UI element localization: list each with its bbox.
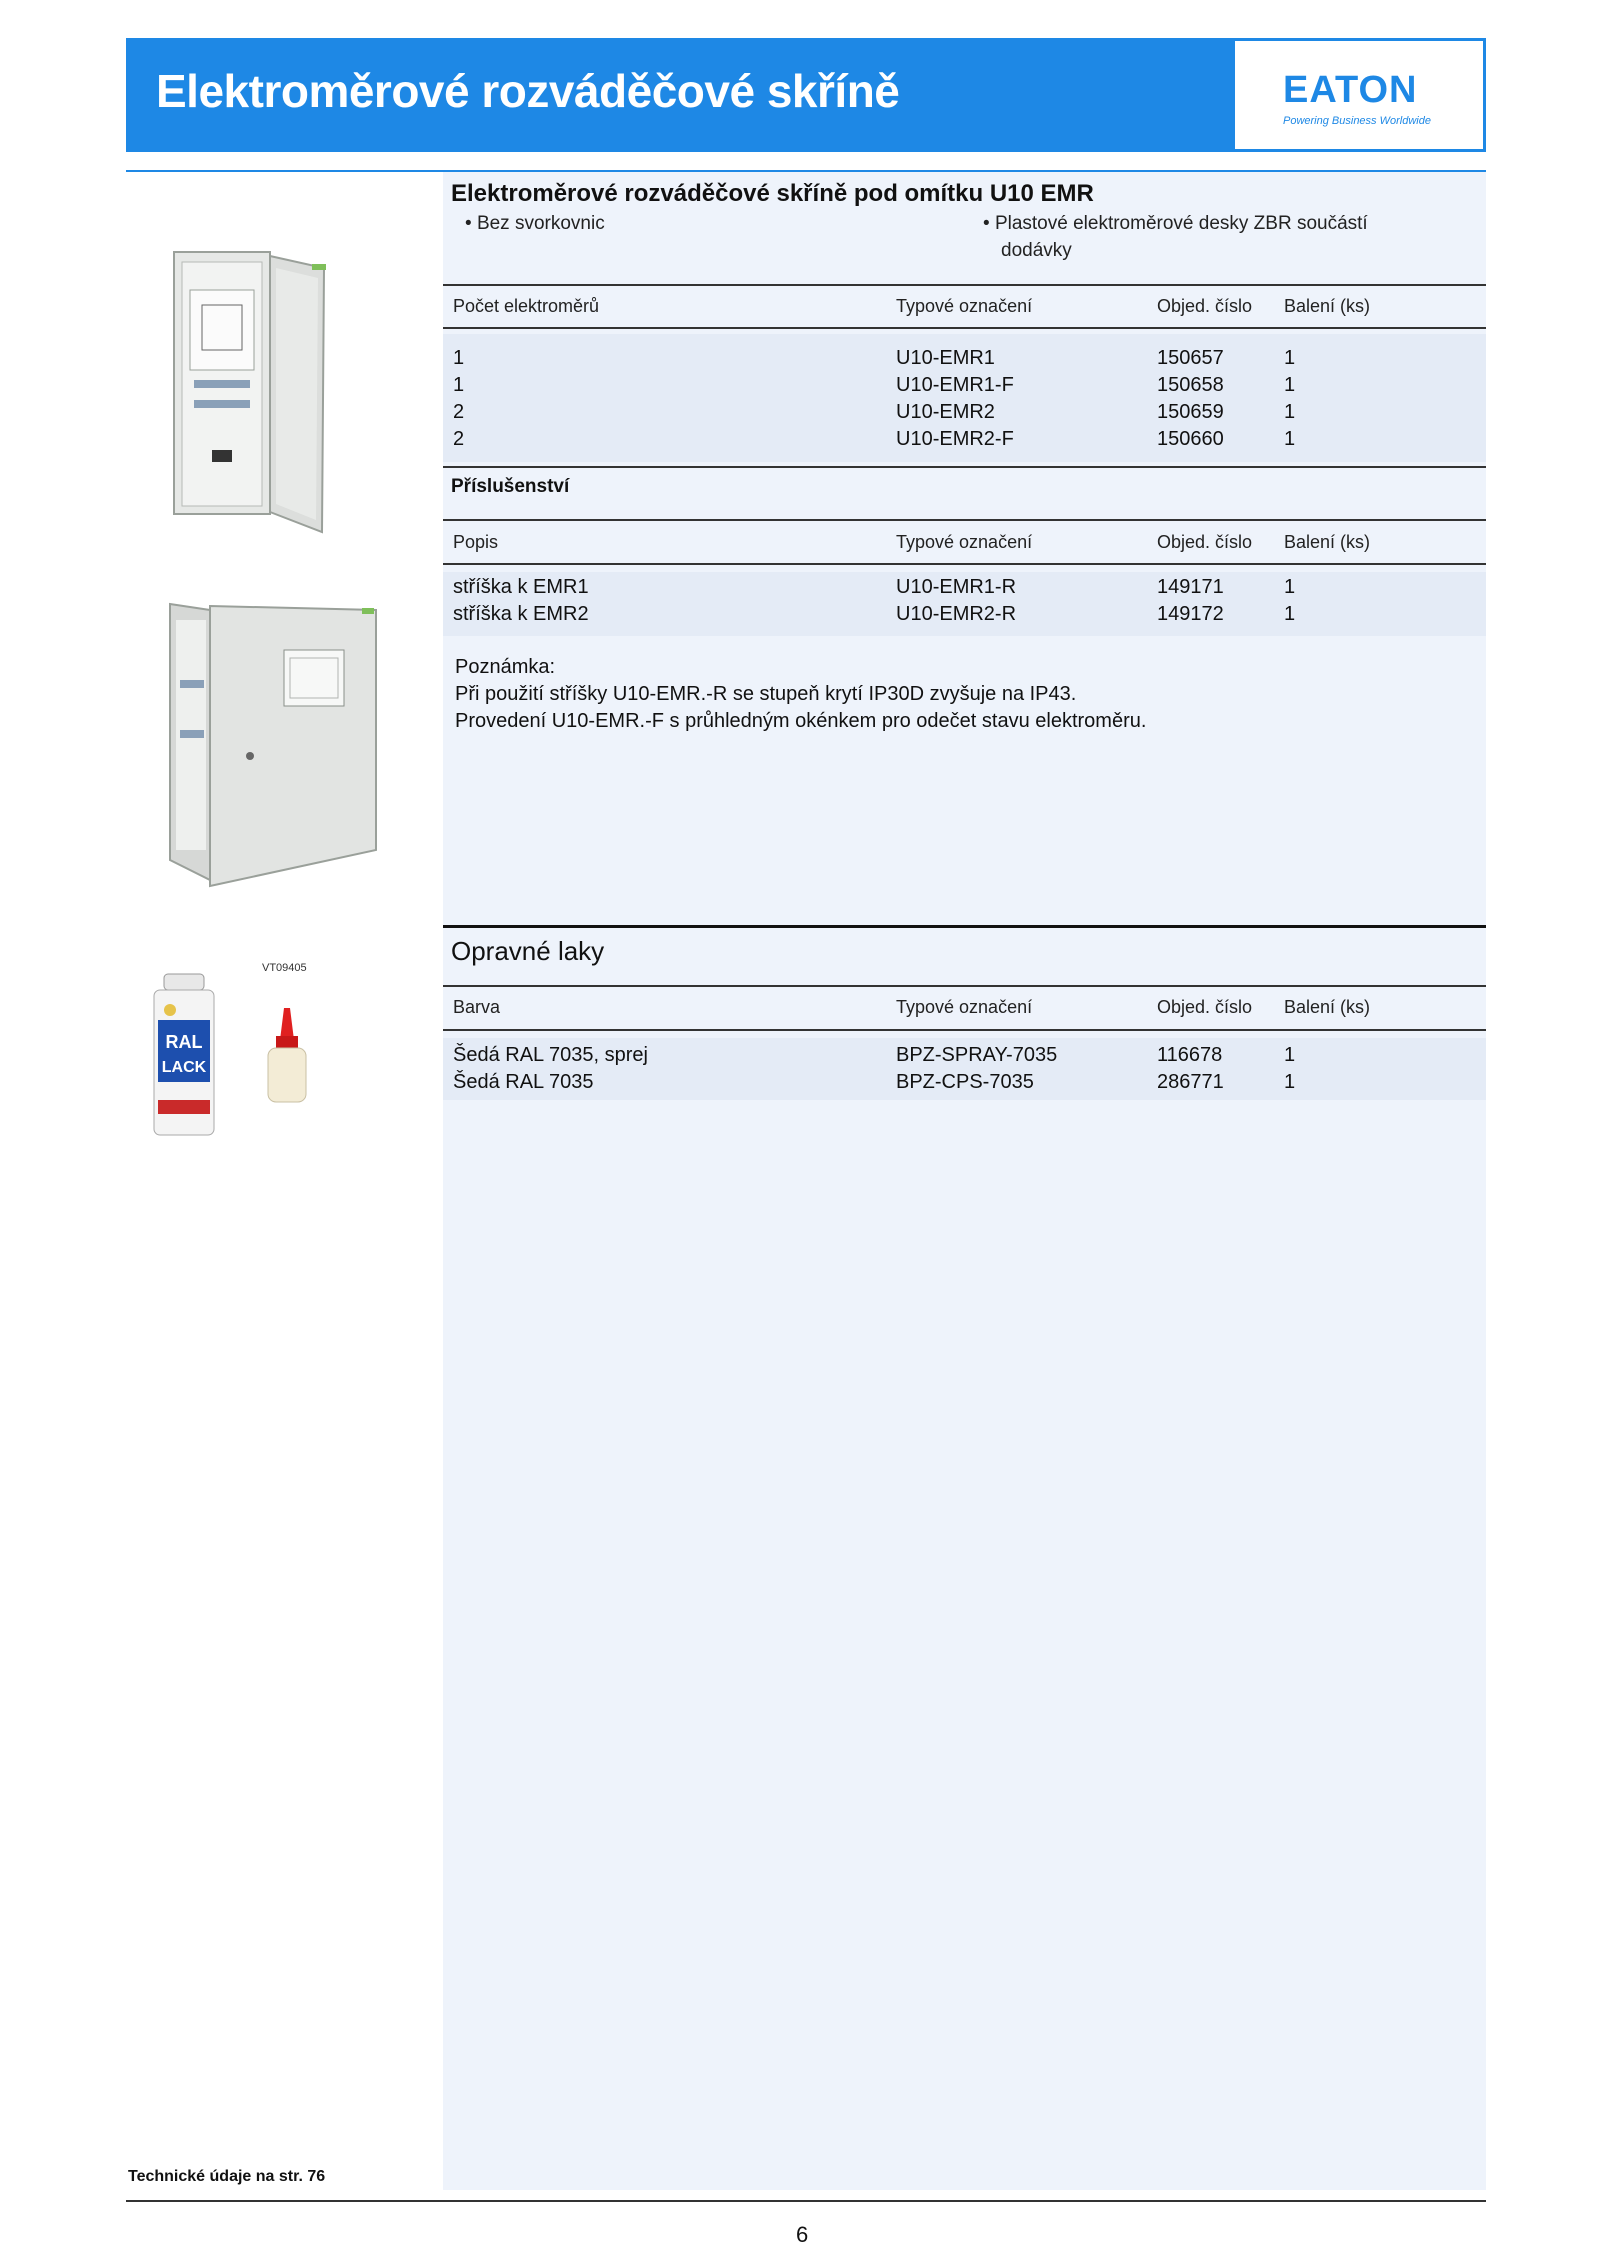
cell: 286771	[1157, 1071, 1224, 1093]
cabinet-door-closed-image	[166, 600, 381, 890]
cell: 150657	[1157, 347, 1224, 369]
cell: 149171	[1157, 576, 1224, 598]
footer-divider	[126, 2200, 1486, 2202]
th-description: Popis	[453, 532, 499, 552]
logo-wordmark: EATON	[1283, 69, 1418, 111]
note-line: Provedení U10-EMR.-F s průhledným okénkem pro odečet stavu elektroměru.	[455, 710, 1147, 732]
th-meter-count: Počet elektroměrů	[453, 296, 600, 316]
cell: 2	[453, 428, 465, 450]
cell: 150660	[1157, 428, 1224, 450]
table-top-rule	[443, 284, 1486, 286]
cell: 1	[453, 374, 465, 396]
section-title-cabinets: Elektroměrové rozváděčové skříně pod omítku U10 EMR	[451, 180, 1094, 207]
cell: Šedá RAL 7035, sprej	[453, 1044, 648, 1066]
cell: Šedá RAL 7035	[453, 1071, 594, 1093]
table-header-rule	[443, 327, 1486, 329]
note-title: Poznámka:	[455, 656, 556, 678]
logo-tagline: Powering Business Worldwide	[1283, 115, 1431, 127]
table-bottom-rule	[443, 466, 1486, 468]
cell: BPZ-SPRAY-7035	[896, 1044, 1058, 1066]
spray-can-image	[150, 972, 220, 1137]
cell: 1	[1284, 1071, 1296, 1093]
page-title: Elektroměrové rozváděčové skříně	[156, 65, 900, 117]
th-type: Typové označení	[896, 532, 1033, 552]
bullet-text: Plastové elektroměrové desky ZBR součástí	[994, 213, 1368, 234]
th-order-number: Objed. číslo	[1157, 532, 1253, 552]
th-color: Barva	[453, 997, 501, 1017]
accessories-title: Příslušenství	[451, 476, 570, 497]
bullet-text: Bez svorkovnic	[476, 213, 605, 234]
cell: 1	[1284, 401, 1296, 423]
th-package: Balení (ks)	[1284, 997, 1371, 1017]
cell: U10-EMR2-F	[896, 428, 1014, 450]
th-package: Balení (ks)	[1284, 532, 1371, 552]
cell: U10-EMR2	[896, 401, 995, 423]
cell: stříška k EMR2	[453, 603, 589, 625]
content-panel	[443, 172, 1486, 2190]
th-order-number: Objed. číslo	[1157, 296, 1253, 316]
brand-logo	[1235, 41, 1483, 149]
table-top-rule	[443, 985, 1486, 987]
technical-data-reference: Technické údaje na str. 76	[128, 2168, 326, 2185]
cell: 116678	[1157, 1044, 1223, 1066]
cell: U10-EMR1-R	[896, 576, 1017, 598]
cell: 1	[1284, 603, 1296, 625]
cell: U10-EMR1	[896, 347, 995, 369]
cabinet-door-open-image	[172, 250, 332, 540]
bullet-continuation: dodávky	[1001, 240, 1072, 261]
paint-bottle-image	[262, 1006, 312, 1106]
cell: U10-EMR1-F	[896, 374, 1014, 396]
section-divider	[443, 925, 1486, 928]
section-title-paints: Opravné laky	[451, 936, 605, 966]
bullet-item: • Bez svorkovnic	[465, 213, 605, 234]
th-order-number: Objed. číslo	[1157, 997, 1253, 1017]
cell: 1	[1284, 428, 1296, 450]
cell: 2	[453, 401, 465, 423]
table-header-rule	[443, 563, 1486, 565]
page-header	[126, 38, 1486, 152]
bullet-item: • Plastové elektroměrové desky ZBR součástí	[983, 213, 1368, 234]
cell: 1	[1284, 576, 1296, 598]
cell: 150658	[1157, 374, 1224, 396]
th-package: Balení (ks)	[1284, 296, 1371, 316]
spray-label-ral: RAL	[165, 1032, 203, 1052]
cell: 1	[453, 347, 465, 369]
cell: 1	[1284, 374, 1296, 396]
table-header-rule	[443, 1029, 1486, 1031]
cell: BPZ-CPS-7035	[896, 1071, 1034, 1093]
cell: 1	[1284, 347, 1296, 369]
cell: 149172	[1157, 603, 1224, 625]
table-top-rule	[443, 519, 1486, 521]
image-caption: VT09405	[262, 962, 307, 974]
page-number: 6	[796, 2222, 809, 2247]
spray-label-lack: LACK	[161, 1059, 207, 1076]
cell: U10-EMR2-R	[896, 603, 1017, 625]
th-type: Typové označení	[896, 296, 1033, 316]
cell: 150659	[1157, 401, 1224, 423]
th-type: Typové označení	[896, 997, 1033, 1017]
cell: 1	[1284, 1044, 1296, 1066]
note-line: Při použití stříšky U10-EMR.-R se stupeň krytí IP30D zvyšuje na IP43.	[455, 683, 1077, 705]
cell: stříška k EMR1	[453, 576, 589, 598]
